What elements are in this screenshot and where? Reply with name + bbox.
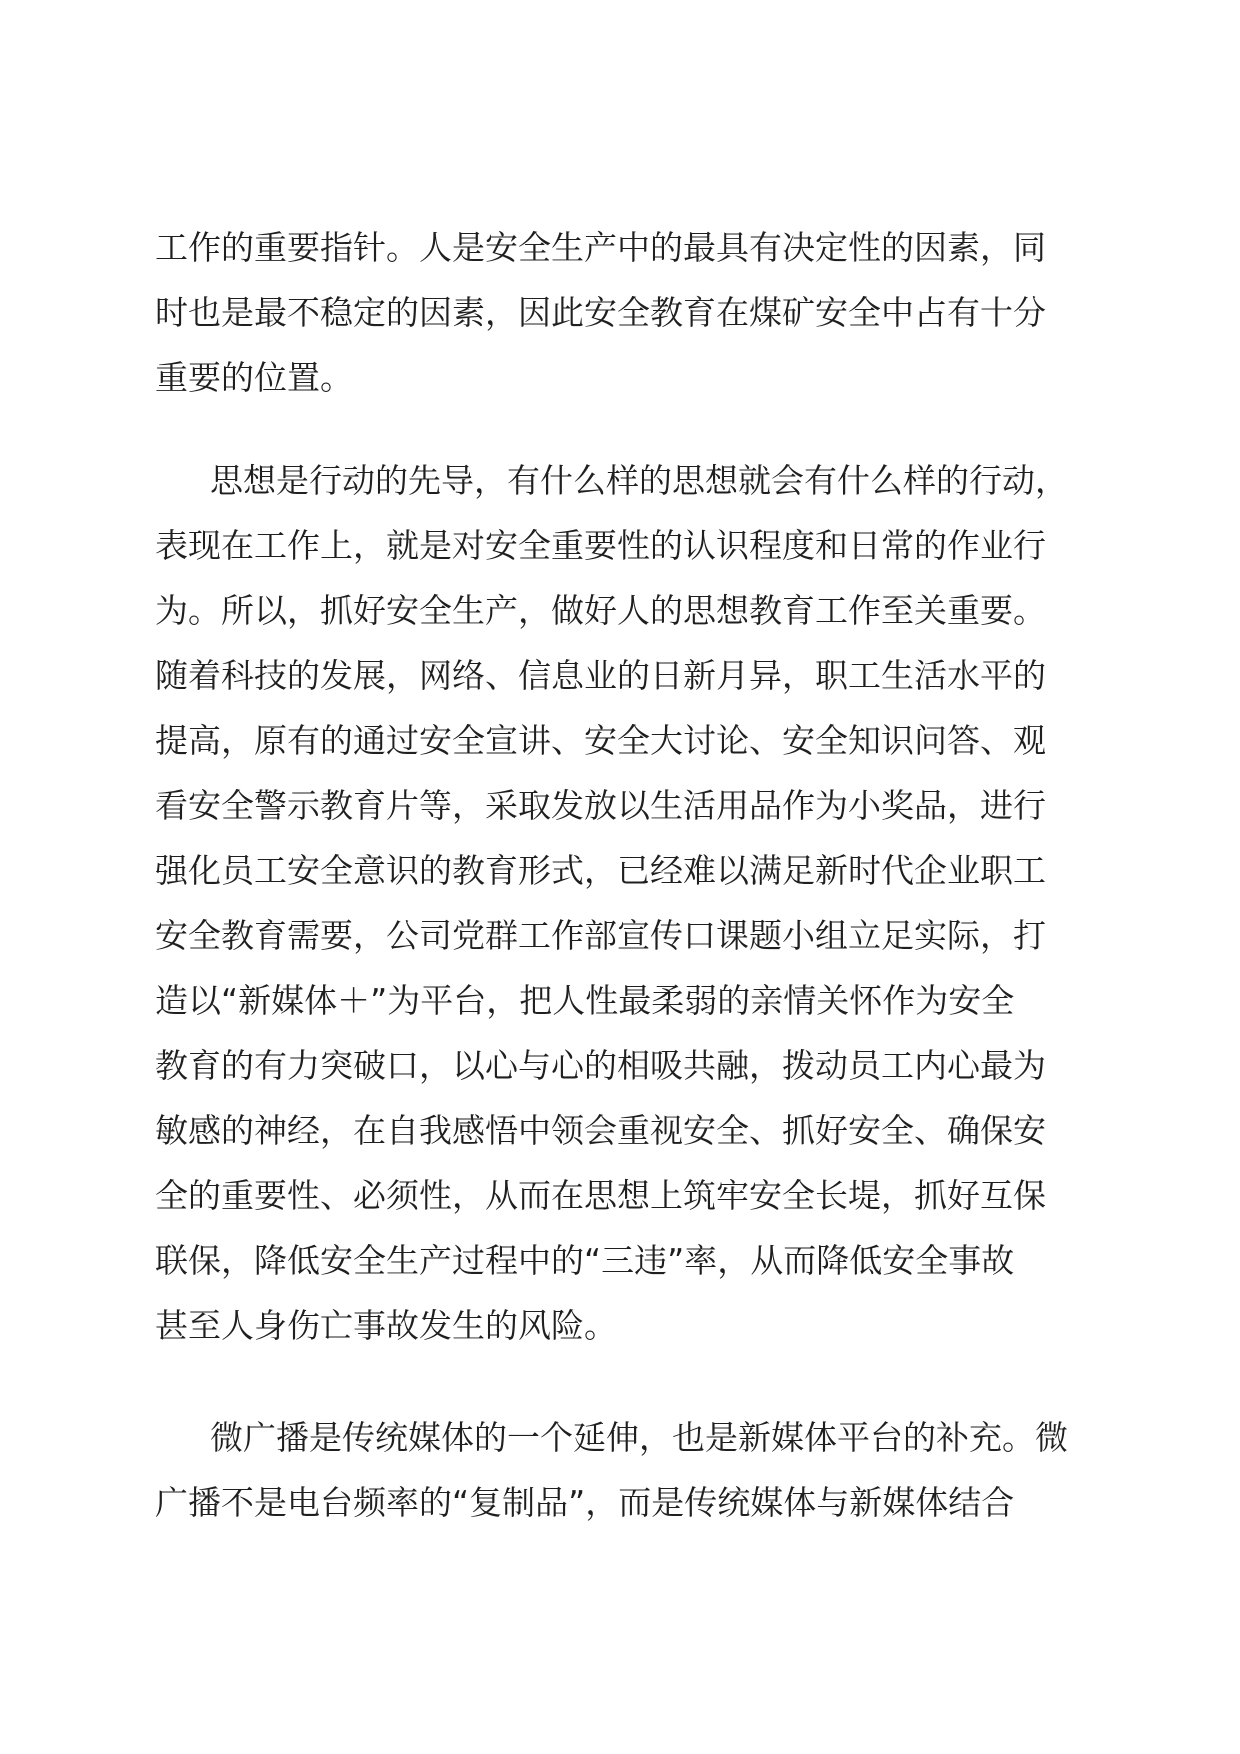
text-line: 随着科技的发展，网络、信息业的日新月异，职工生活水平的 bbox=[155, 656, 1046, 695]
text-line: 联保，降低安全生产过程中的“三违”率，从而降低安全事故 bbox=[155, 1241, 1015, 1280]
text-line: 甚至人身伤亡事故发生的风险。 bbox=[155, 1306, 617, 1345]
text-line: 表现在工作上，就是对安全重要性的认识程度和日常的作业行 bbox=[155, 526, 1046, 565]
text-line: 提高，原有的通过安全宣讲、安全大讨论、安全知识问答、观 bbox=[155, 721, 1046, 760]
text-line: 为。所以，抓好安全生产，做好人的思想教育工作至关重要。 bbox=[155, 591, 1046, 630]
text-line: 敏感的神经，在自我感悟中领会重视安全、抓好安全、确保安 bbox=[155, 1111, 1046, 1150]
text-line: 教育的有力突破口，以心与心的相吸共融，拨动员工内心最为 bbox=[155, 1046, 1046, 1085]
text-line: 造以“新媒体＋”为平台，把人性最柔弱的亲情关怀作为安全 bbox=[155, 981, 1015, 1020]
text-line: 重要的位置。 bbox=[155, 358, 353, 397]
text-line: 时也是最不稳定的因素，因此安全教育在煤矿安全中占有十分 bbox=[155, 293, 1046, 332]
text-line: 安全教育需要，公司党群工作部宣传口课题小组立足实际，打 bbox=[155, 916, 1046, 955]
text-line: 看安全警示教育片等，采取发放以生活用品作为小奖品，进行 bbox=[155, 786, 1046, 825]
text-line: 工作的重要指针。人是安全生产中的最具有决定性的因素，同 bbox=[155, 228, 1046, 267]
text-line: 微广播是传统媒体的一个延伸，也是新媒体平台的补充。微 bbox=[210, 1418, 1068, 1457]
paragraph bbox=[155, 1405, 1085, 1535]
paragraph bbox=[155, 215, 1085, 410]
paragraph bbox=[155, 448, 1085, 1358]
text-line: 强化员工安全意识的教育形式，已经难以满足新时代企业职工 bbox=[155, 851, 1046, 890]
text-line: 思想是行动的先导，有什么样的思想就会有什么样的行动， bbox=[210, 461, 1068, 500]
text-line: 广播不是电台频率的“复制品”，而是传统媒体与新媒体结合 bbox=[155, 1483, 1015, 1522]
text-line: 全的重要性、必须性，从而在思想上筑牢安全长堤，抓好互保 bbox=[155, 1176, 1046, 1215]
